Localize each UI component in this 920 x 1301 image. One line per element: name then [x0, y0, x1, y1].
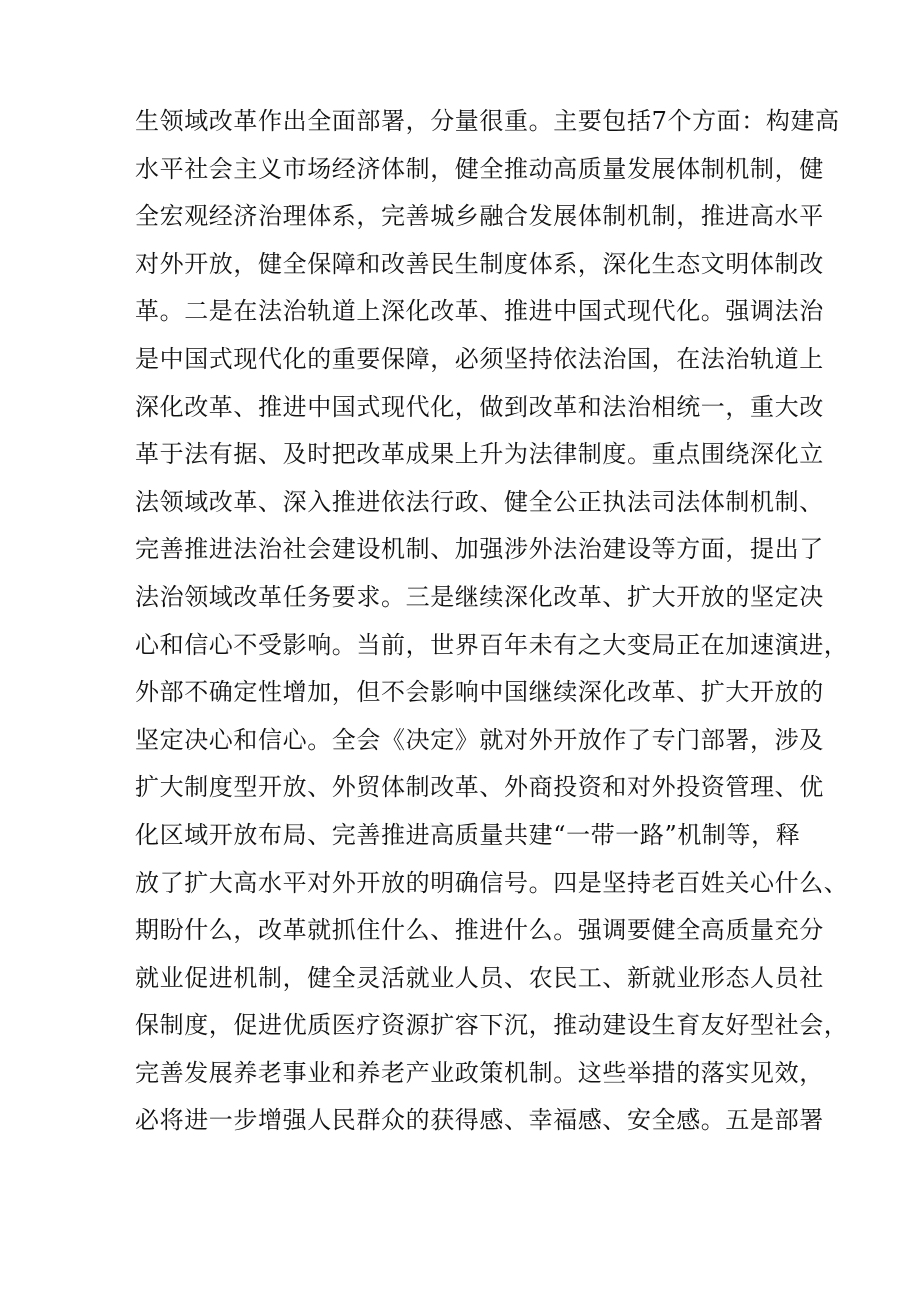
text-line: 深化改革、推进中国式现代化，做到改革和法治相统一，重大改 [135, 392, 824, 421]
body-text [135, 98, 849, 1145]
text-line: 生领域改革作出全面部署，分量很重。主要包括7个方面：构建高 [135, 107, 840, 135]
text-line: 坚定决心和信心。全会《决定》就对外开放作了专门部署，涉及 [135, 725, 824, 754]
text-line: 必将进一步增强人民群众的获得感、幸福感、安全感。五是部署 [135, 1106, 824, 1135]
text-line: 水平社会主义市场经济体制，健全推动高质量发展体制机制，健 [135, 154, 824, 183]
text-line: 期盼什么，改革就抓住什么、推进什么。强调要健全高质量充分 [135, 916, 824, 945]
text-line: 是中国式现代化的重要保障，必须坚持依法治国，在法治轨道上 [135, 344, 824, 373]
text-line: 外部不确定性增加，但不会影响中国继续深化改革、扩大开放的 [135, 678, 824, 707]
text-line: 化区域开放布局、完善推进高质量共建“一带一路”机制等，释 [135, 820, 801, 849]
text-line: 放了扩大高水平对外开放的明确信号。四是坚持老百姓关心什么、 [135, 868, 849, 897]
text-line: 扩大制度型开放、外贸体制改革、外商投资和对外投资管理、优 [135, 773, 824, 802]
text-line: 法治领域改革任务要求。三是继续深化改革、扩大开放的坚定决 [135, 582, 824, 611]
text-line: 就业促进机制，健全灵活就业人员、农民工、新就业形态人员社 [135, 963, 824, 992]
text-line: 心和信心不受影响。当前，世界百年未有之大变局正在加速演进， [135, 630, 849, 659]
text-line: 保制度，促进优质医疗资源扩容下沉，推动建设生育友好型社会， [135, 1011, 849, 1040]
text-line: 对外开放，健全保障和改善民生制度体系，深化生态文明体制改 [135, 249, 824, 278]
text-line: 法领域改革、深入推进依法行政、健全公正执法司法体制机制、 [135, 487, 824, 516]
text-line: 完善发展养老事业和养老产业政策机制。这些举措的落实见效， [135, 1058, 824, 1087]
text-line: 全宏观经济治理体系，完善城乡融合发展体制机制，推进高水平 [135, 202, 824, 231]
text-line: 革于法有据、及时把改革成果上升为法律制度。重点围绕深化立 [135, 440, 824, 469]
text-line: 完善推进法治社会建设机制、加强涉外法治建设等方面，提出了 [135, 535, 824, 564]
text-line: 革。二是在法治轨道上深化改革、推进中国式现代化。强调法治 [135, 297, 824, 326]
